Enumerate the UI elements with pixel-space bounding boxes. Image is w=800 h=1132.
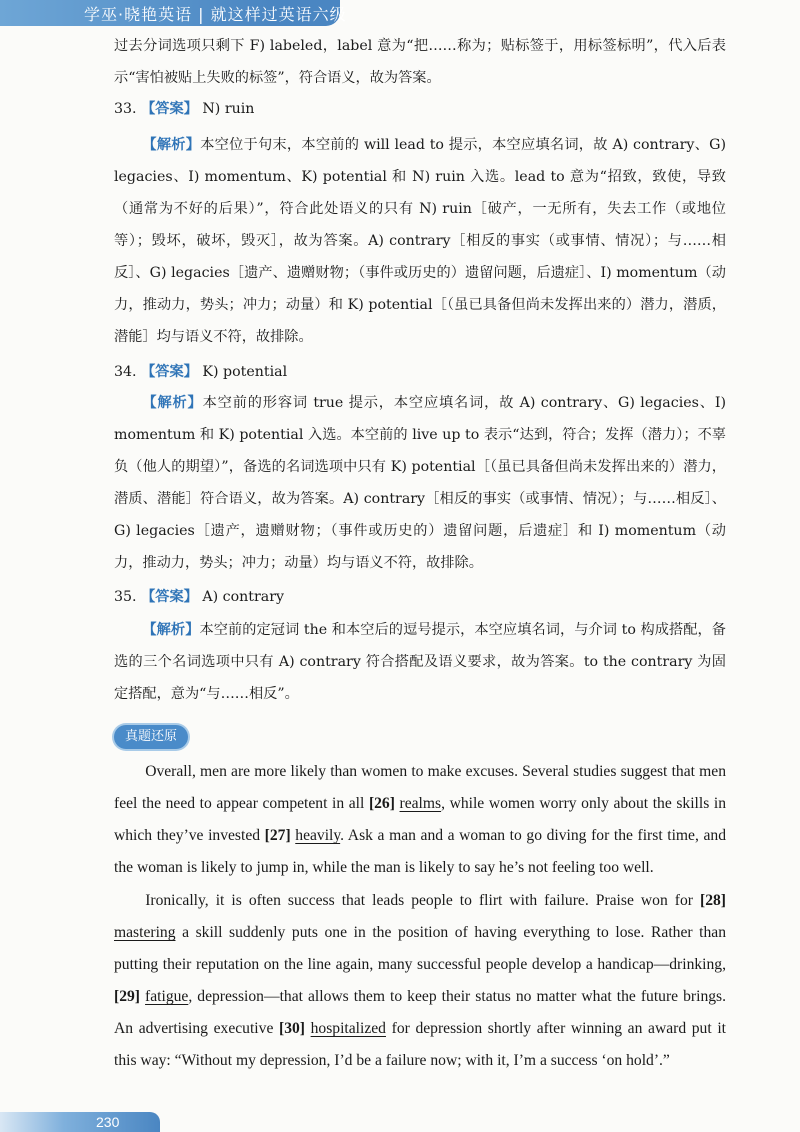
passage-text: , while women worry only about the skills in which they’ve invested xyxy=(114,795,726,844)
explanation-continuation: 过去分词选项只剩下 F) labeled，label 意为“把……称为；贴标签于，用标签标明”，代入后表示“害怕被贴上失败的标签”，符合语义，故为答案。 xyxy=(114,38,726,86)
running-header-title: 学巫·晓艳英语 | 就这样过英语六级 xyxy=(84,5,347,24)
jiexi-text: 本空前的定冠词 the 和本空后的逗号提示，本空应填名词，与介词 to 构成搭配，备选的三个名词选项中只有 A) contrary 符合搭配及语义要求，故为答案。to the contrary 为固定搭配，意为“与……相反”。 xyxy=(114,622,726,702)
answer-tag: 【答案】 xyxy=(141,589,198,605)
jiexi-text: 本空前的形容词 true 提示，本空应填名词，故 A) contrary、G) legacies、I) momentum 和 K) potential 入选。本空前的 live up to 表示“达到，符合；发挥（潜力）；不辜负（他人的期望）”，备选的名词选项中只有 K) potential［（虽已具备但尚未发挥出来的）潜力，潜质、潜能］符合语义，故为答案。A) contrary［相反的事实（或事情、情况）；与……相反］、G) legacies［遗产，遗赠财物；（事件或历史的）遗留问题，后遗症］和 I) momentum（动力，推动力，势头；冲力；动量）均与语义不符，故排除。 xyxy=(114,395,726,571)
answer-number: 35. xyxy=(114,589,137,605)
page-number: 230 xyxy=(96,1114,120,1130)
blank-number-27: [27] xyxy=(264,827,291,844)
passage-text: . Ask a man and a woman to go diving for the first time, and the woman is likely to jump in, while the man is likely to say he’s not feeling too well. xyxy=(114,827,726,876)
explanation-35 xyxy=(114,614,726,710)
jiexi-tag: 【解析】 xyxy=(142,395,203,411)
passage-text: , depression—that allows them to keep their status no matter what the future brings. An advertising executive xyxy=(114,988,727,1037)
blank-answer-30: hospitalized xyxy=(310,1020,386,1037)
blank-answer-29: fatigue xyxy=(145,988,189,1005)
jiexi-tag: 【解析】 xyxy=(142,622,200,638)
blank-answer-27: heavily xyxy=(295,827,341,844)
footer-bar xyxy=(0,1112,160,1132)
answer-tag: 【答案】 xyxy=(141,101,198,117)
passage-paragraph-1 xyxy=(114,756,726,884)
passage-text: Ironically, it is often success that leads people to flirt with failure. Praise won for xyxy=(145,892,701,909)
blank-number-28: [28] xyxy=(700,892,726,909)
passage-text: a skill suddenly puts one in the position of having everything to lose. Rather than putting their reputation on the line again, many successful people develop a handicap—drinking, xyxy=(114,924,726,973)
blank-number-30: [30] xyxy=(279,1020,305,1037)
answer-35 xyxy=(114,585,284,609)
answer-number: 33. xyxy=(114,101,137,117)
blank-number-26: [26] xyxy=(368,795,395,812)
answer-option: A) contrary xyxy=(202,589,285,605)
answer-option: N) ruin xyxy=(202,101,255,117)
blank-answer-26: realms xyxy=(399,795,442,812)
answer-option: K) potential xyxy=(202,364,288,380)
jiexi-text: 本空位于句末，本空前的 will lead to 提示，本空应填名词，故 A) contrary、G) legacies、I) momentum、K) potential 和 N) ruin 入选。lead to 意为“招致，致使，导致（通常为不好的后果）”，符合此处语义的只有 N) ruin［破产，一无所有，失去工作（或地位等）；毁坏，破坏，毁灭］，故为答案。A) contrary［相反的事实（或事情、情况）；与……相反］、G) legacies［遗产、遗赠财物；（事件或历史的）遗留问题，后遗症］、I) momentum（动力，推动力，势头；冲力；动量）和 K) potential［（虽已具备但尚未发挥出来的）潜力，潜质，潜能］均与语义不符，故排除。 xyxy=(114,137,726,345)
answer-number: 34. xyxy=(114,364,137,380)
answer-tag: 【答案】 xyxy=(141,364,198,380)
jiexi-tag: 【解析】 xyxy=(142,137,201,153)
explanation-33 xyxy=(114,129,726,353)
passage-paragraph-2 xyxy=(114,885,726,1077)
explanation-34 xyxy=(114,387,726,579)
blank-answer-28: mastering xyxy=(114,924,176,941)
section-tag-zhenti: 真题还原 xyxy=(114,725,188,749)
header-bar xyxy=(0,0,347,26)
passage-text: for depression shortly after winning an award put it this way: “Without my depression, I’d be a failure now; with it, I’m a success ‘on hold’.” xyxy=(114,1020,726,1069)
answer-33 xyxy=(114,97,254,121)
passage-text: Overall, men are more likely than women to make excuses. Several studies suggest that men feel the need to appear competent in all xyxy=(114,763,726,812)
answer-34 xyxy=(114,360,287,384)
blank-number-29: [29] xyxy=(114,988,140,1005)
